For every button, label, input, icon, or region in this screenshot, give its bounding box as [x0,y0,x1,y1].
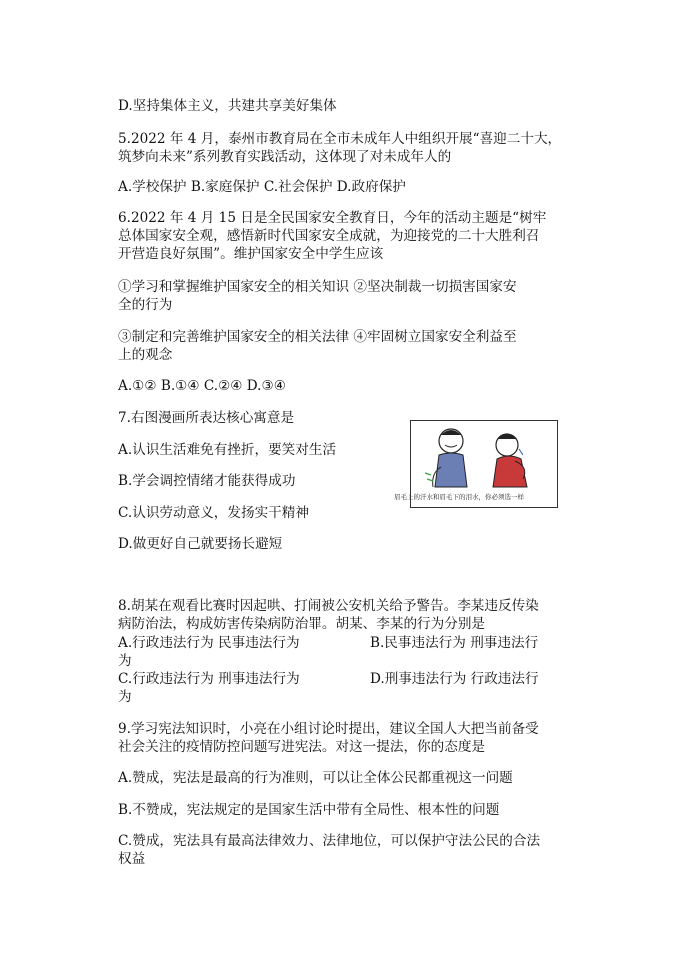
q8-option-c: C.行政违法行为 刑事违法行为 [118,671,300,687]
q4-option-d: D.坚持集体主义，共建共享美好集体 [118,98,337,114]
q6-options: A.①② B.①④ C.②④ D.③④ [118,378,286,394]
q7-option-a: A.认识生活难免有挫折，要笑对生活 [118,442,337,458]
q8-option-b-wrap: 为 [118,653,132,669]
comic-caption: 眉毛上的汗水和眉毛下的泪水，你必须选一样 [394,493,524,501]
q9-stem-line-2: 社会关注的疫情防控问题写进宪法。对这一提法，你的态度是 [118,739,486,755]
q6-statement-3-4: ③制定和完善维护国家安全的相关法律 ④牢固树立国家安全利益至 [118,329,517,345]
q8-option-d: D.刑事违法行为 行政违法行 [370,671,539,687]
q9-option-c-line-1: C.赞成，宪法具有最高法律效力、法律地位，可以保护守法公民的合法 [118,833,541,849]
q5-stem-line-2: 筑梦向未来”系列教育实践活动，这体现了对未成年人的 [118,149,452,165]
q8-stem-line-1: 8.胡某在观看比赛时因起哄、打闹被公安机关给予警告。李某违反传染 [118,598,539,614]
q8-option-b: B.民事违法行为 刑事违法行 [370,635,539,651]
q5-options: A.学校保护 B.家庭保护 C.社会保护 D.政府保护 [118,179,406,195]
q6-statement-2-wrap: 全的行为 [118,297,173,313]
comic-drawing [411,421,557,491]
q6-stem-line-2: 总体国家安全观，感悟新时代国家安全成就，为迎接党的二十大胜利召 [118,228,540,244]
q7-option-c: C.认识劳动意义，发扬实干精神 [118,505,309,521]
q5-stem-line-1: 5.2022 年 4 月，泰州市教育局在全市未成年人中组织开展“喜迎二十大， [118,131,562,147]
q6-statement-1-2: ①学习和掌握维护国家安全的相关知识 ②坚决制裁一切损害国家安 [118,279,517,295]
q8-stem-line-2: 病防治法，构成妨害传染病防治罪。胡某、李某的行为分别是 [118,616,486,632]
q9-stem-line-1: 9.学习宪法知识时，小亮在小组讨论时提出，建议全国人大把当前备受 [118,721,539,737]
q9-option-c-line-2: 权益 [118,851,146,867]
q7-option-d: D.做更好自己就要扬长避短 [118,536,283,552]
q8-option-a: A.行政违法行为 民事违法行为 [118,635,300,651]
q6-statement-4-wrap: 上的观念 [118,347,173,363]
q7-option-b: B.学会调控情绪才能获得成功 [118,473,296,489]
q9-option-a: A.赞成，宪法是最高的行为准则，可以让全体公民都重视这一问题 [118,770,513,786]
q9-option-b: B.不赞成，宪法规定的是国家生活中带有全局性、根本性的问题 [118,802,500,818]
q6-stem-line-1: 6.2022 年 4 月 15 日是全民国家安全教育日，今年的活动主题是“树牢 [118,210,547,226]
q6-stem-line-3: 开营造良好氛围”。维护国家安全中学生应该 [118,246,384,262]
q8-option-d-wrap: 为 [118,689,132,705]
q7-stem: 7.右图漫画所表达核心寓意是 [118,410,295,426]
